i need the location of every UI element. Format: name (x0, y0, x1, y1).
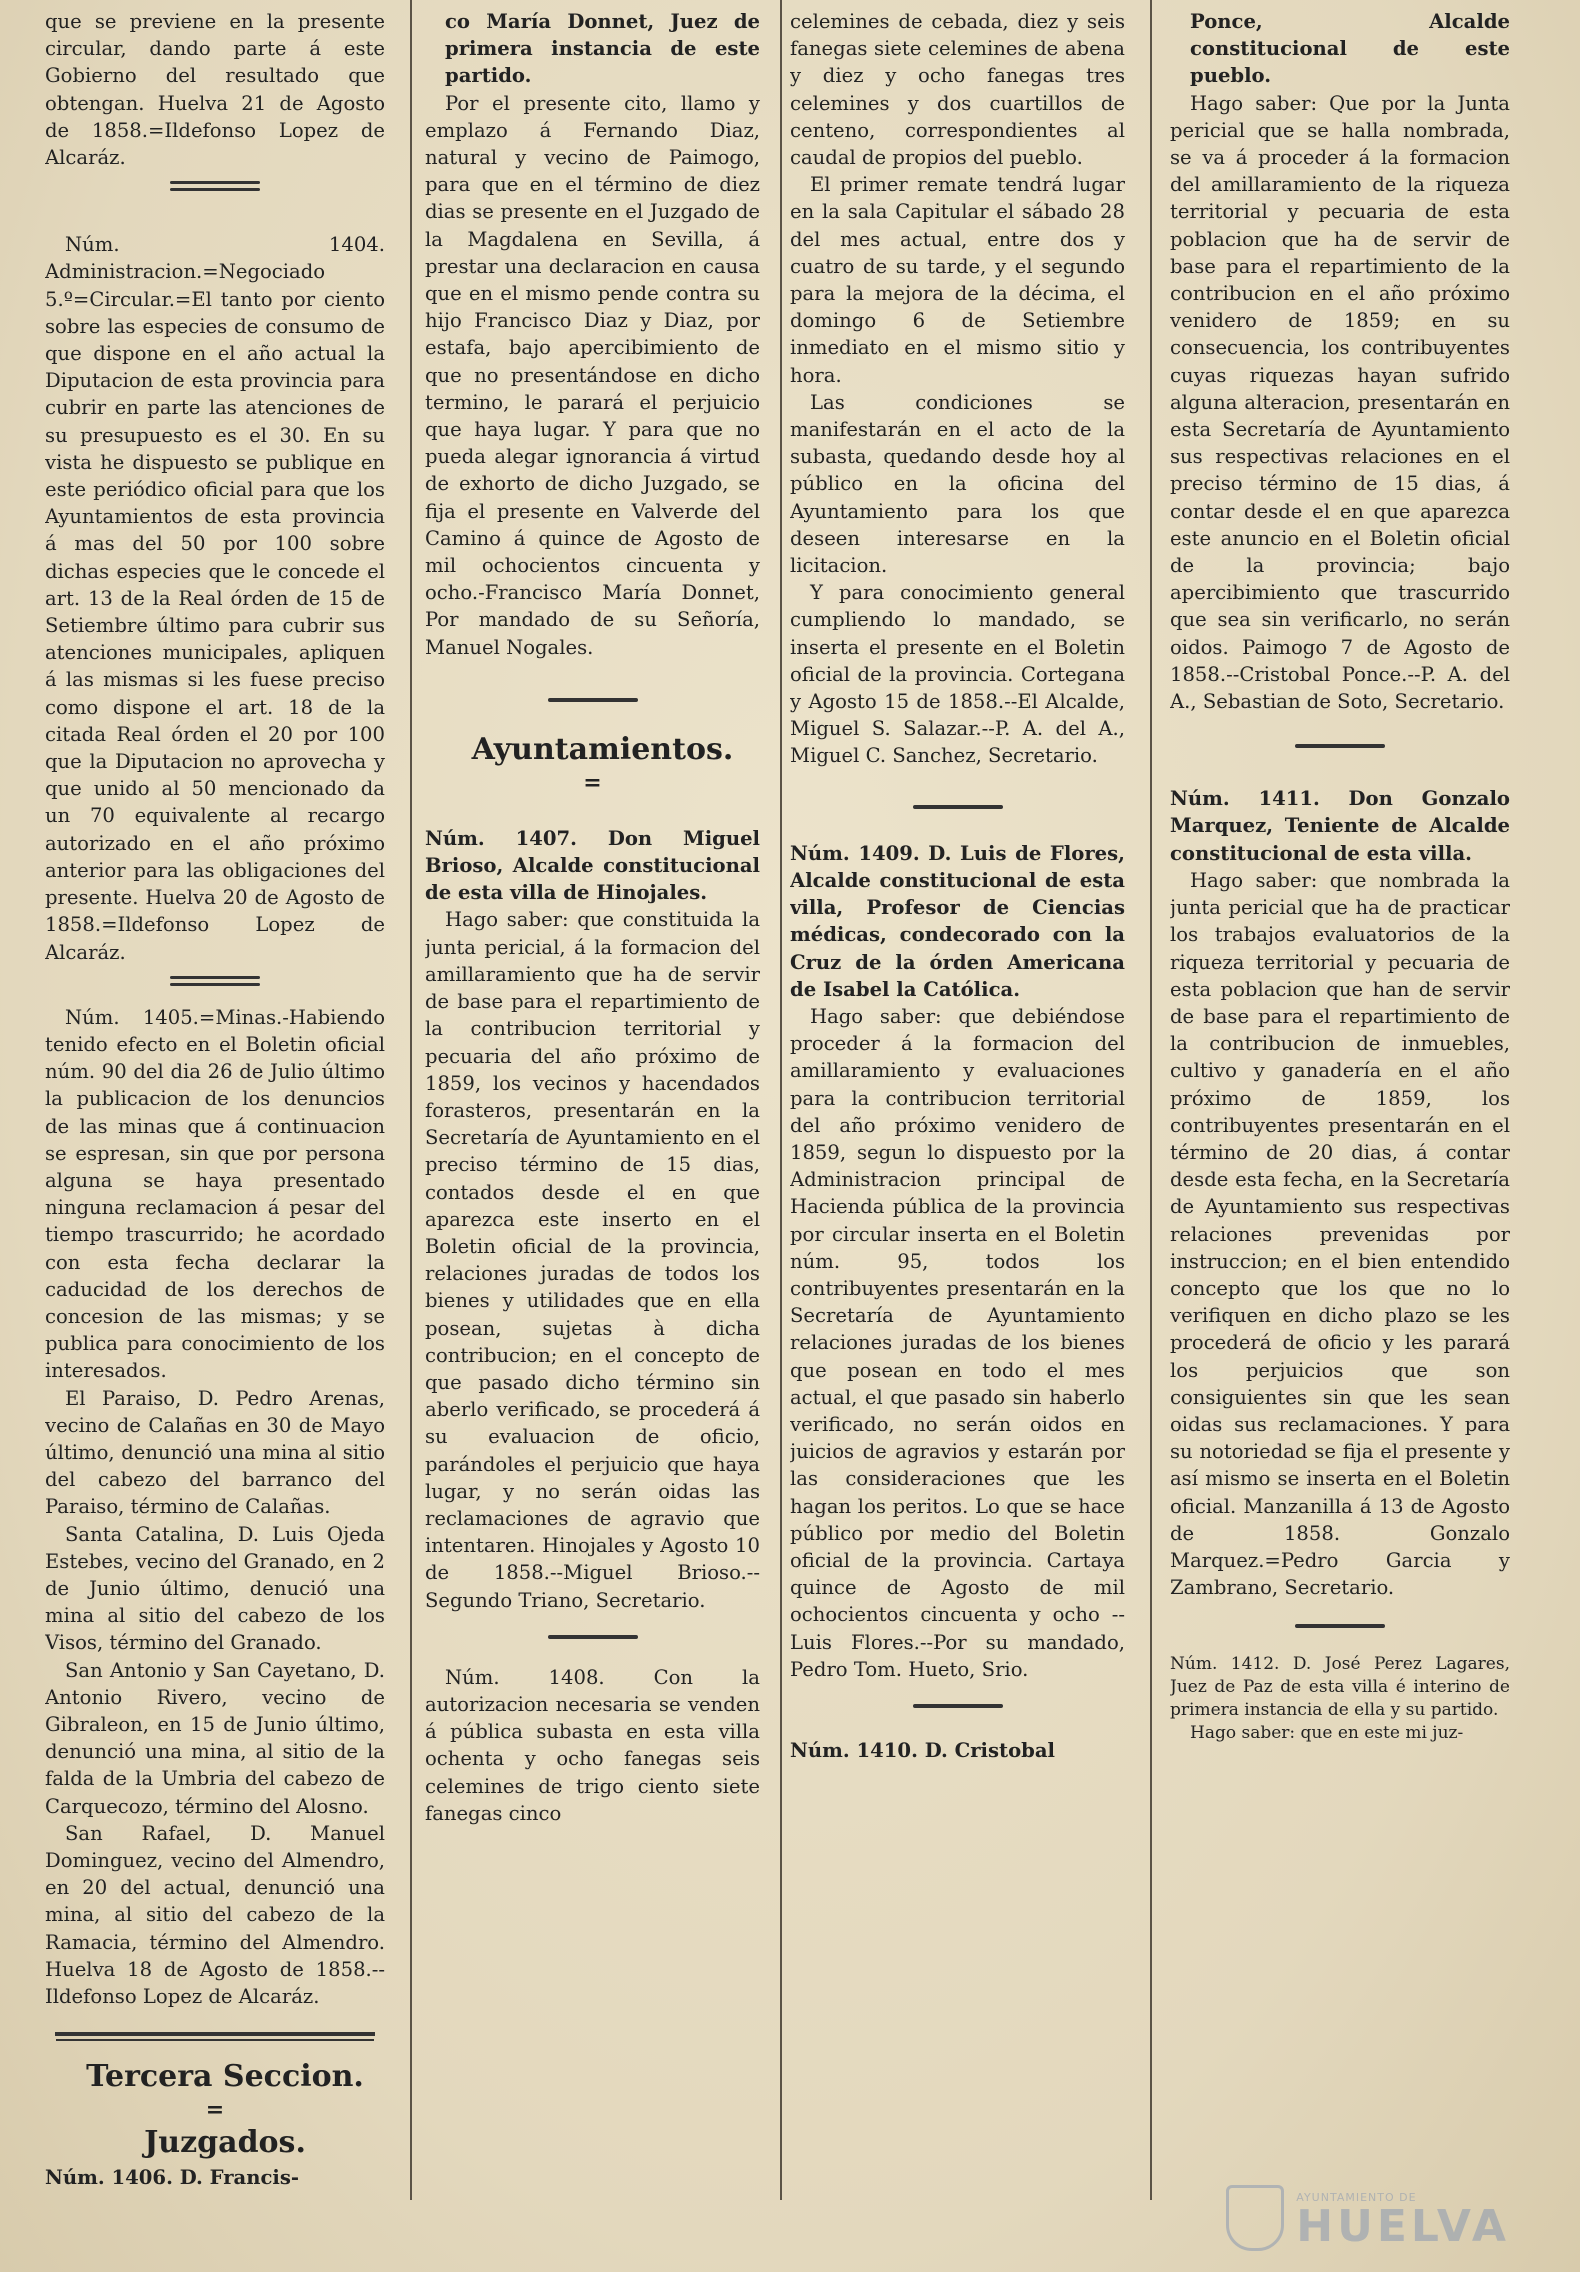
paragraph: que se previene en la presente circular, dando parte á este Gobierno del resultado que obtengan. Huelva 21 de Agosto de 1858.=Ildefonso Lopez de Alcaráz. (45, 10, 385, 170)
separator (790, 1691, 1125, 1721)
separator (1170, 731, 1510, 761)
separator (425, 685, 760, 715)
column-1 (45, 8, 385, 2258)
paragraph: Ponce, Alcalde constitucional de este pueblo. (1190, 10, 1510, 88)
paragraph: Hago saber: que debiéndose proceder á la formacion del amillaramiento y evaluaciones para la contribucion territorial del año próximo venidero de 1859, segun lo dispuesto por la Administracion principal de Hacienda pública de la provincia por circular inserta en el Boletin núm. 95, todos los contribuyentes presentarán en la Secretaría de Ayuntamiento relaciones juradas de los bienes que posean en todo el mes actual, el que pasado sin haberlo verificado, no serán oidos en juicios de agravios y estarán por las consideraciones que les hagan los peritos. Lo que se hace público por medio del Boletin oficial de la provincia. Cartaya quince de Agosto de mil ochocientos cincuenta y ocho --Luis Flores.--Por su mandado, Pedro Tom. Hueto, Srio. (790, 1004, 1125, 1681)
notice-1411: Núm. 1411. Don Gonzalo Marquez, Teniente de Alcalde constitucional de esta villa. (1170, 787, 1510, 865)
paragraph: El primer remate tendrá lugar en la sala Capitular el sábado 28 del mes actual, entre dos y cuatro de su tarde, y el segundo para la mejora de la décima, el domingo 6 de Setiembre inmediato en el mismo sitio y hora. (790, 173, 1125, 387)
watermark-small-text: AYUNTAMIENTO DE (1296, 2191, 1417, 2204)
column-2 (425, 8, 760, 2258)
column-rule (1150, 0, 1152, 2200)
paragraph: Por el presente cito, llamo y emplazo á Fernando Diaz, natural y vecino de Paimogo, para que en el término de diez dias se presente en el Juzgado de la Magdalena en Sevilla, á prestar una declaracion en causa que en el mismo pende contra su hijo Francisco Diaz y Diaz, por estafa, bajo apercibimiento de que no presentándose en dicho termino, le parará el perjuicio que haya lugar. Y para que no pueda alegar ignorancia á virtud de exhorto de dicho Juzgado, se fija el presente en Valverde del Camino á quince de Agosto de mil ochocientos cincuenta y ocho.-Francisco María Donnet, Por mandado de su Señoría, Manuel Nogales. (425, 91, 760, 659)
paragraph: Las condiciones se manifestarán en el acto de la subasta, quedando desde hoy al público en la oficina del Ayuntamiento para los que deseen interesarse en la licitacion. (790, 390, 1125, 578)
separator (790, 792, 1125, 822)
section-heading: Juzgados. (144, 2125, 306, 2161)
notice-1409: Núm. 1409. D. Luis de Flores, Alcalde constitucional de esta villa, Profesor de Ciencias médicas, condecorado con la Cruz de la órden Americana de Isabel la Católica. (790, 841, 1125, 1001)
paragraph: San Antonio y San Cayetano, D. Antonio Rivero, vecino de Gibraleon, en 15 de Junio último, denunció una mina, al sitio de la falda de la Umbria del cabezo de Carquecozo, término del Alosno. (45, 1658, 385, 1818)
paragraph: Y para conocimiento general cumpliendo lo mandado, se inserta el presente en el Boletin oficial de la provincia. Cortegana y Agosto 15 de 1858.--El Alcalde, Miguel S. Salazar.--P. A. del A., Miguel C. Sanchez, Secretario. (790, 581, 1125, 768)
column-4 (1170, 8, 1510, 2258)
notice-1408: Núm. 1408. Con la autorizacion necesaria se venden á pública subasta en esta villa ochenta y ocho fanegas seis celemines de trigo ciento siete fanegas cinco (425, 1665, 760, 1825)
column-rule (780, 0, 782, 2200)
archive-watermark (1296, 2191, 1510, 2250)
section-rule (45, 2022, 385, 2048)
notice-1407: Núm. 1407. Don Miguel Brioso, Alcalde constitucional de esta villa de Hinojales. (425, 826, 760, 905)
paragraph: El Paraiso, D. Pedro Arenas, vecino de Calañas en 30 de Mayo último, denunció una mina al sitio del cabezo del barranco del Paraiso, término de Calañas. (45, 1386, 385, 1519)
paragraph: Hago saber: que nombrada la junta pericial que ha de practicar los trabajos evaluatorios de la riqueza territorial y pecuaria de esta poblacion que han de servir de base para el repartimiento de la contribucion de inmuebles, cultivo y ganadería en el año próximo de 1859, los contribuyentes presentarán en el término de 20 dias, á contar desde esta fecha, en la Secretaría de Ayuntamiento sus respectivas relaciones prevenidas por instruccion; en el bien entendido concepto que los que no lo verifiquen en dicho plazo se les procederá de oficio y les parará los perjuicios que son consiguientes sin que les sean oidas sus reclamaciones. Y para su notoriedad se fija el presente y así mismo se inserta en el Boletin oficial. Manzanilla á 13 de Agosto de 1858. Gonzalo Marquez.=Pedro Garcia y Zambrano, Secretario. (1170, 868, 1510, 1600)
coat-of-arms-icon (1226, 2185, 1284, 2251)
notice-1405: Núm. 1405.=Minas.-Habiendo tenido efecto en el Boletin oficial núm. 90 del dia 26 de Julio último la publicacion de los denuncios de las minas que á continuacion se espresan, sin que por persona alguna se haya presentado ninguna reclamacion á pesar del tiempo trascurrido; he acordado con esta fecha declarar la caducidad de los derechos de concesion de las mismas; y se publica para conocimiento de los interesados. (45, 1005, 385, 1383)
column-rule (410, 0, 412, 2200)
section-heading: Tercera Seccion. (86, 2059, 364, 2095)
notice-1410: Núm. 1410. D. Cristobal (790, 1738, 1055, 1762)
notice-1406: Núm. 1406. D. Francis- (45, 2166, 300, 2190)
separator: = (583, 769, 602, 796)
paragraph: celemines de cebada, diez y seis fanegas siete celemines de abena y diez y ocho fanegas tres celemines y dos cuartillos de centeno, correspondientes al caudal de propios del pueblo. (790, 10, 1125, 170)
separator (425, 1622, 760, 1652)
notice-1412: Núm. 1412. D. José Perez Lagares, Juez de Paz de esta villa é interino de primera instancia de ella y su partido. (1170, 1654, 1510, 1721)
paragraph: San Rafael, D. Manuel Dominguez, vecino del Almendro, en 20 del actual, denunció una mina, al sitio del cabezo de la Ramacia, término del Almendro. Huelva 18 de Agosto de 1858.--Ildefonso Lopez de Alcaráz. (45, 1821, 385, 2009)
column-3 (790, 8, 1125, 2258)
separator: = (205, 2097, 225, 2124)
section-heading: Ayuntamientos. (471, 731, 734, 767)
paragraph: Hago saber: que constituida la junta pericial, á la formacion del amillaramiento que ha de servir de base para el repartimiento de la contribucion territorial y pecuaria del año próximo de 1859, los vecinos y hacendados forasteros, presentarán en la Secretaría de Ayuntamiento en el preciso término de 15 dias, contados desde el en que aparezca este inserto en el Boletin oficial de la provincia, relaciones juradas de todos los bienes y utilidades que en ella posean, sujetas à dicha contribucion; en el concepto de que pasado dicho término sin aberlo verificado, se procederá á su evaluacion de oficio, parándoles el perjuicio que haya lugar, y no serán oidas las reclamaciones de agravio que intentaren. Hinojales y Agosto 10 de 1858.--Miguel Brioso.--Segundo Triano, Secretario. (425, 908, 760, 1612)
notice-1404: Núm. 1404. Administracion.=Negociado 5.º=Circular.=El tanto por ciento sobre las especies de consumo de que dispone en el año actual la Diputacion de esta provincia para cubrir en parte las atenciones de su presupuesto es el 30. En su vista he dispuesto se publique en este periódico oficial para que los Ayuntamientos de esta provincia á mas del 50 por 100 sobre dichas especies que le concede el art. 13 de la Real órden de 15 de Setiembre último para cubrir sus atenciones municipales, apliquen á las mismas si les fuese preciso como dispone el art. 18 de la citada Real órden el 20 por 100 que la Diputacion no aprovecha y que unido al 50 mencionado da un 70 equivalente al recargo autorizado en el año próximo anterior para las obligaciones del presente. Huelva 20 de Agosto de 1858.=Ildefonso Lopez de Alcaráz. (45, 233, 385, 964)
paragraph: co María Donnet, Juez de primera instancia de este partido. (445, 10, 760, 88)
paragraph: Hago saber: Que por la Junta pericial que se halla nombrada, se va á proceder á la formacion del amillaramiento de la riqueza territorial y pecuaria de esta poblacion que ha de servir de base para el repartimiento de la contribucion en el año próximo venidero de 1859; en su consecuencia, los contribuyentes cuyas riquezas hayan sufrido alguna alteracion, presentarán en esta Secretaría de Ayuntamiento sus respectivas relaciones en el preciso término de 15 dias, á contar desde el en que aparezca este anuncio en el Boletin oficial de la provincia; bajo apercibimiento que trascurrido que sea sin verificarlo, no serán oidos. Paimogo 7 de Agosto de 1858.--Cristobal Ponce.--P. A. del A., Sebastian de Soto, Secretario. (1170, 91, 1510, 714)
paragraph: Santa Catalina, D. Luis Ojeda Estebes, vecino del Granado, en 2 de Junio último, denució una mina al sitio del cabezo de los Visos, término del Granado. (45, 1522, 385, 1655)
separator (45, 966, 385, 996)
paragraph: Hago saber: que en este mi juz- (1190, 1723, 1464, 1744)
watermark-big-text: HUELVA (1296, 2201, 1510, 2252)
separator (45, 171, 385, 201)
separator (1170, 1611, 1510, 1641)
